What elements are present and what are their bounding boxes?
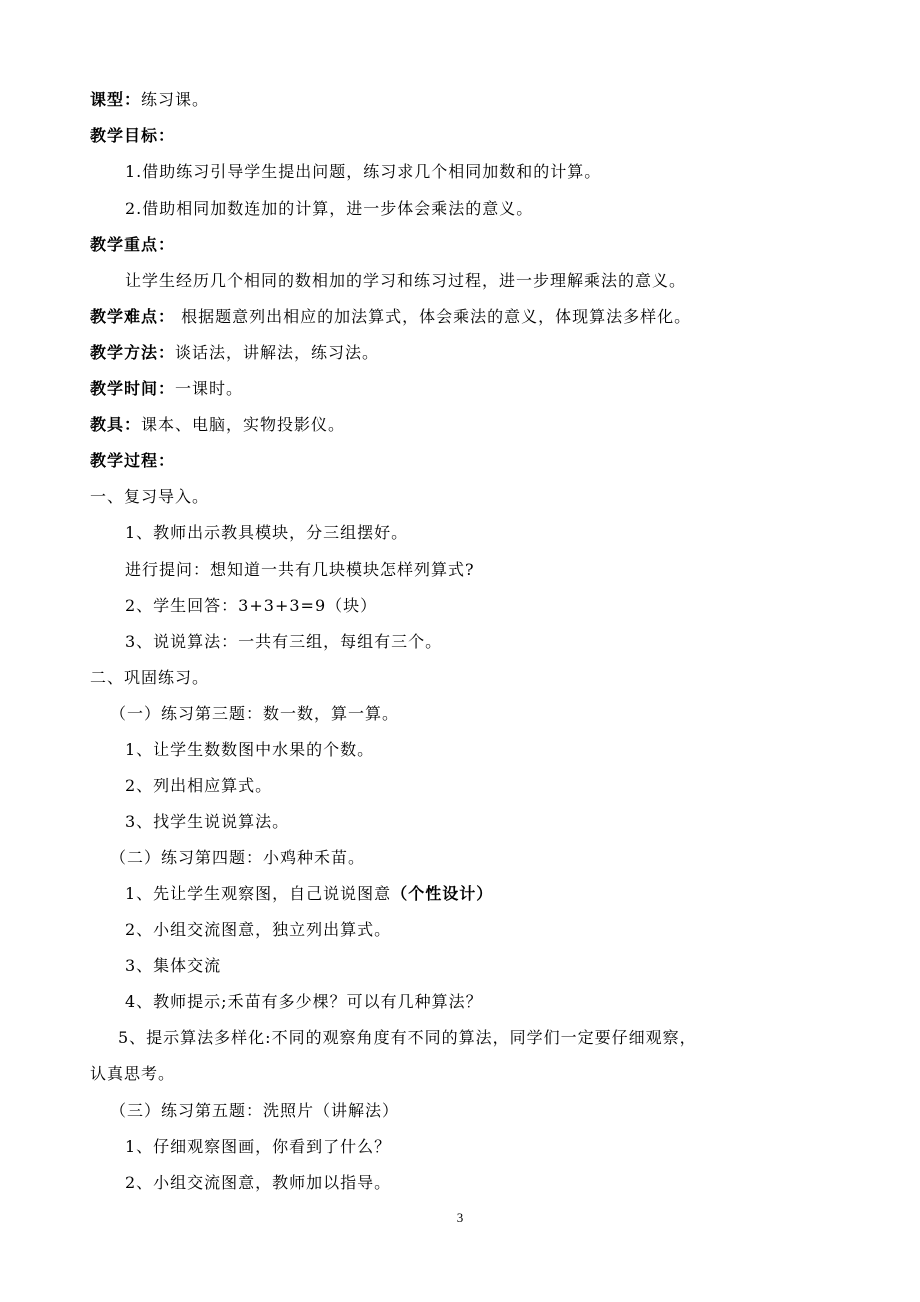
exercise-2-item-4: 4、教师提示;禾苗有多少棵？可以有几种算法？ xyxy=(125,992,483,1011)
objective-1: 1.借助练习引导学生提出问题，练习求几个相同加数和的计算。 xyxy=(125,162,602,181)
section-2-heading: 二、巩固练习。 xyxy=(90,668,210,687)
difficulty-label: 教学难点： xyxy=(90,307,176,326)
exercise-3-item-2: 2、小组交流图意，教师加以指导。 xyxy=(125,1173,392,1192)
focus-text: 让学生经历几个相同的数相加的学习和练习过程，进一步理解乘法的意义。 xyxy=(125,271,687,290)
difficulty-line xyxy=(90,307,691,327)
exercise-2-heading: （二）练习第四题：小鸡种禾苗。 xyxy=(110,848,366,867)
exercise-1-item-2: 2、列出相应算式。 xyxy=(125,776,273,795)
section-1-item-1b: 进行提问：想知道一共有几块模块怎样列算式? xyxy=(125,560,475,579)
lesson-type-label: 课型： xyxy=(90,90,142,109)
exercise-3-item-1: 1、仔细观察图画，你看到了什么？ xyxy=(125,1137,392,1156)
exercise-2-item-2: 2、小组交流图意，独立列出算式。 xyxy=(125,920,392,939)
process-heading: 教学过程： xyxy=(90,451,176,470)
exercise-2-item-5b: 认真思考。 xyxy=(90,1064,176,1083)
exercise-3-heading: （三）练习第五题：洗照片（讲解法） xyxy=(110,1101,400,1120)
time-line xyxy=(90,379,243,399)
section-1-item-1: 1、教师出示教具模块，分三组摆好。 xyxy=(125,523,409,542)
exercise-1-heading: （一）练习第三题：数一数，算一算。 xyxy=(110,704,400,723)
difficulty-text: 根据题意列出相应的加法算式，体会乘法的意义，体现算法多样化。 xyxy=(175,307,692,326)
page-number: 3 xyxy=(456,1210,464,1225)
exercise-2-item-5: 5、提示算法多样化:不同的观察角度有不同的算法，同学们一定要仔细观察， xyxy=(118,1028,697,1047)
lesson-type-value: 练习课。 xyxy=(141,90,210,109)
tools-line xyxy=(90,415,345,435)
exercise-1-item-3: 3、找学生说说算法。 xyxy=(125,812,290,831)
lesson-type-line xyxy=(90,90,209,110)
time-text: 一课时。 xyxy=(175,379,244,398)
section-1-item-2: 2、学生回答：3+3+3=9（块） xyxy=(125,596,378,615)
tools-label: 教具： xyxy=(90,415,142,434)
exercise-1-item-1: 1、让学生数数图中水果的个数。 xyxy=(125,740,375,759)
tools-text: 课本、电脑，实物投影仪。 xyxy=(141,415,346,434)
exercise-2-item-3: 3、集体交流 xyxy=(125,956,222,975)
method-line xyxy=(90,343,379,363)
exercise-2-item-1-note: （个性设计） xyxy=(391,884,494,903)
exercise-2-item-1 xyxy=(125,884,493,904)
focus-heading: 教学重点： xyxy=(90,235,176,254)
objective-2: 2.借助相同加数连加的计算，进一步体会乘法的意义。 xyxy=(125,199,534,218)
method-text: 谈话法，讲解法，练习法。 xyxy=(175,343,380,362)
section-1-item-3: 3、说说算法：一共有三组，每组有三个。 xyxy=(125,632,443,651)
method-label: 教学方法： xyxy=(90,343,176,362)
objectives-heading: 教学目标： xyxy=(90,126,176,145)
time-label: 教学时间： xyxy=(90,379,176,398)
exercise-2-item-1-text: 1、先让学生观察图，自己说说图意 xyxy=(125,884,392,903)
section-1-heading: 一、复习导入。 xyxy=(90,487,210,506)
